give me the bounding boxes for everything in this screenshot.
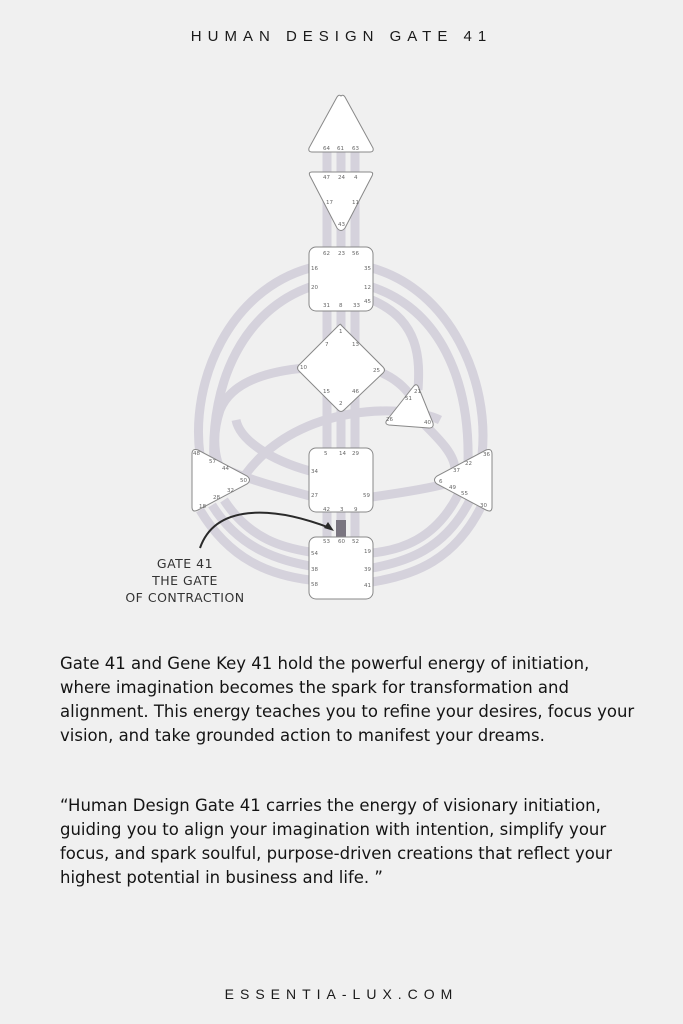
quote-paragraph: “Human Design Gate 41 carries the energy of visionary initiation, guiding you to align your imagination with intention, simplify your focus, and spark soulful, purpose-driven creations that reflect your highest potential in business and life. ” <box>60 796 613 887</box>
svg-text:29: 29 <box>352 451 359 457</box>
svg-text:53: 53 <box>323 539 330 545</box>
svg-text:5: 5 <box>324 451 328 457</box>
solar-plexus-center <box>435 450 493 512</box>
svg-text:4: 4 <box>354 175 358 181</box>
svg-text:31: 31 <box>323 303 330 309</box>
svg-text:3: 3 <box>340 507 344 513</box>
head-center <box>309 95 373 152</box>
svg-text:35: 35 <box>364 266 371 272</box>
svg-text:15: 15 <box>323 389 330 395</box>
svg-text:57: 57 <box>209 459 216 465</box>
svg-text:23: 23 <box>338 251 345 257</box>
svg-text:1: 1 <box>339 329 343 335</box>
svg-text:20: 20 <box>311 285 318 291</box>
svg-text:56: 56 <box>352 251 359 257</box>
svg-text:27: 27 <box>311 493 318 499</box>
svg-text:16: 16 <box>311 266 318 272</box>
website-footer: ESSENTIA-LUX.COM <box>224 986 459 1002</box>
svg-text:39: 39 <box>364 567 371 573</box>
svg-text:18: 18 <box>199 504 206 510</box>
svg-text:2: 2 <box>339 401 343 407</box>
g-center <box>298 324 385 411</box>
svg-text:28: 28 <box>213 495 220 501</box>
page-title: HUMAN DESIGN GATE 41 <box>190 28 493 45</box>
svg-text:6: 6 <box>439 479 443 485</box>
svg-text:47: 47 <box>323 175 330 181</box>
svg-text:9: 9 <box>354 507 358 513</box>
svg-text:21: 21 <box>414 389 421 395</box>
svg-text:64: 64 <box>323 146 330 152</box>
svg-text:58: 58 <box>311 582 318 588</box>
svg-text:55: 55 <box>461 491 468 497</box>
svg-text:63: 63 <box>352 146 359 152</box>
svg-text:10: 10 <box>300 365 307 371</box>
svg-text:11: 11 <box>352 200 359 206</box>
svg-text:52: 52 <box>352 539 359 545</box>
svg-text:46: 46 <box>352 389 359 395</box>
svg-text:48: 48 <box>193 451 200 457</box>
callout-line-2: THE GATE <box>152 573 218 588</box>
svg-text:51: 51 <box>405 396 412 402</box>
svg-text:45: 45 <box>364 299 371 305</box>
svg-text:32: 32 <box>227 488 234 494</box>
svg-text:30: 30 <box>480 503 487 509</box>
callout-line-1: GATE 41 <box>156 556 214 571</box>
svg-text:60: 60 <box>338 539 345 545</box>
svg-text:26: 26 <box>386 417 393 423</box>
svg-text:50: 50 <box>240 478 247 484</box>
gate-41-highlight <box>336 520 346 537</box>
svg-text:62: 62 <box>323 251 330 257</box>
svg-text:25: 25 <box>373 368 380 374</box>
svg-text:44: 44 <box>222 466 229 472</box>
svg-text:33: 33 <box>353 303 360 309</box>
svg-text:38: 38 <box>311 567 318 573</box>
svg-text:41: 41 <box>364 583 371 589</box>
callout-line-3: OF CONTRACTION <box>125 590 245 605</box>
svg-text:14: 14 <box>339 451 346 457</box>
svg-text:17: 17 <box>326 200 333 206</box>
svg-text:22: 22 <box>465 461 472 467</box>
svg-text:37: 37 <box>453 468 460 474</box>
svg-text:36: 36 <box>483 452 490 458</box>
svg-text:43: 43 <box>338 222 345 228</box>
svg-text:49: 49 <box>449 485 456 491</box>
svg-text:7: 7 <box>325 342 329 348</box>
description-paragraph: Gate 41 and Gene Key 41 hold the powerful energy of initiation, where imagination becomes the spark for transformation and alignment. This energy teaches you to refine your desires, focus your vision, and take grounded action to manifest your dreams. <box>60 654 635 745</box>
svg-text:59: 59 <box>363 493 370 499</box>
svg-text:40: 40 <box>424 420 431 426</box>
svg-text:24: 24 <box>338 175 345 181</box>
gate-callout <box>110 555 260 606</box>
svg-text:42: 42 <box>323 507 330 513</box>
svg-text:8: 8 <box>339 303 343 309</box>
svg-text:61: 61 <box>337 146 344 152</box>
svg-text:19: 19 <box>364 549 371 555</box>
svg-text:54: 54 <box>311 551 318 557</box>
sacral-center <box>309 448 373 512</box>
svg-text:12: 12 <box>364 285 371 291</box>
svg-text:34: 34 <box>311 469 318 475</box>
svg-text:13: 13 <box>352 342 359 348</box>
